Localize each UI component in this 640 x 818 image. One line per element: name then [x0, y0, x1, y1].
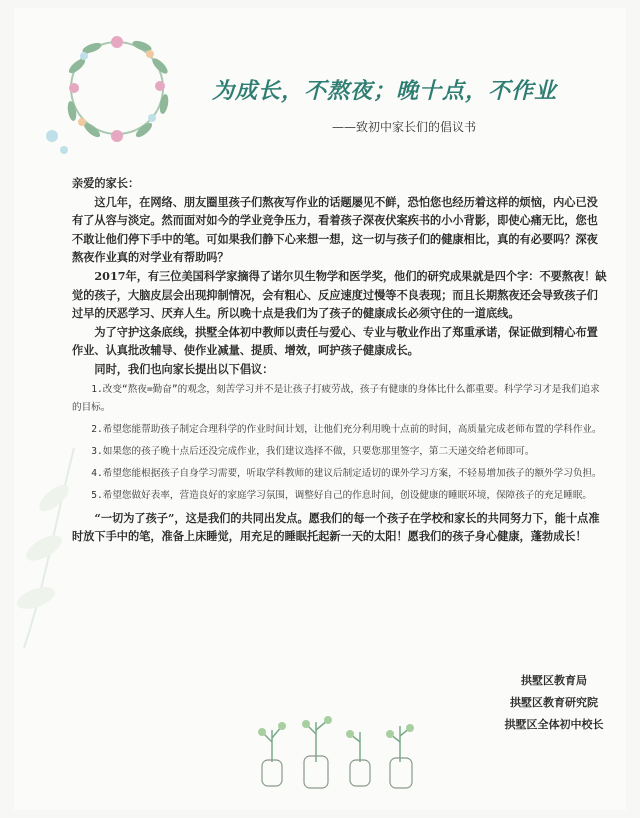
proposal-list — [72, 381, 608, 505]
paragraph: 为了守护这条底线，拱墅全体初中教师以责任与爱心、专业与敬业作出了郑重承诺，保证做到精心布置作业、认真批改辅导、使作业减量、提质、增效，呵护孩子健康成长。 — [72, 324, 598, 358]
signature-line: 拱墅区教育局 — [521, 674, 587, 687]
page-title: 为成长，不熬夜；晚十点，不作业 — [212, 79, 558, 104]
flower-vases-icon — [250, 712, 430, 792]
list-item: 4.希望您能根据孩子自身学习需要，听取学科教师的建议后制定适切的课外学习方案，不轻易增加孩子的额外学习负担。 — [91, 467, 602, 479]
letter-body — [72, 174, 608, 546]
list-item: 5.希望您做好表率，营造良好的家庭学习氛围，调整好自己的作息时间，创设健康的睡眠环境，保障孩子的充足睡眠。 — [91, 489, 593, 501]
list-item: 3.如果您的孩子晚十点后还没完成作业，我们建议选择不做，只要您那里签字，第二天递交给老师即可。 — [91, 445, 535, 457]
page-subtitle: ——致初中家长们的倡议书 — [332, 120, 477, 134]
closing-paragraph: “一切为了孩子”，这是我们的共同出发点。愿我们的每一个孩子在学校和家长的共同努力下，能十点准时放下手中的笔，准备上床睡觉，用充足的睡眠托起新一天的太阳！愿我们的孩子身心健康，蓬勃成长！ — [72, 510, 600, 544]
signature-line: 拱墅区全体初中校长 — [504, 718, 604, 731]
paragraph: 这几年，在网络、朋友圈里孩子们熬夜写作业的话题屡见不鲜，恐怕您也经历着这样的烦恼，内心已没有了从容与淡定。然而面对如今的学业竞争压力，看着孩子深夜伏案疾书的小小背影，即使心痛无比，您也不敢让他们停下手中的笔。可如果我们静下心来想一想，这一切与孩子们的健康相比，真的有必要吗？深夜熬夜作业真的对学业有帮助吗？ — [72, 194, 598, 265]
signature-block — [494, 670, 614, 736]
signature-line: 拱墅区教育研究院 — [510, 696, 598, 709]
paragraph: 同时，我们也向家长提出以下倡议： — [94, 361, 274, 376]
paragraph: 2017年，有三位美国科学家摘得了诺尔贝生物学和医学奖，他们的研究成果就是四个字：不要熬夜！缺觉的孩子，大脑皮层会出现抑制情况，会有粗心、反应速度过慢等不良表现；而且长期熬夜还会导致孩子们过早的厌恶学习、厌弃人生。所以晚十点是我们为了孩子的健康成长必须守住的一道底线。 — [72, 268, 607, 321]
greeting: 亲爱的家长： — [72, 176, 140, 190]
flower-wreath-icon — [32, 26, 202, 166]
list-item: 1.改变“熬夜=勤奋”的观念，刻苦学习并不是让孩子打疲劳战，孩子有健康的身体比什么都重要。科学学习才是我们追求的目标。 — [72, 383, 600, 413]
list-item: 2.希望您能帮助孩子制定合理科学的作业时间计划，让他们充分利用晚十点前的时间，高质量完成老师布置的学科作业。 — [91, 423, 602, 435]
letter-page — [14, 8, 626, 810]
